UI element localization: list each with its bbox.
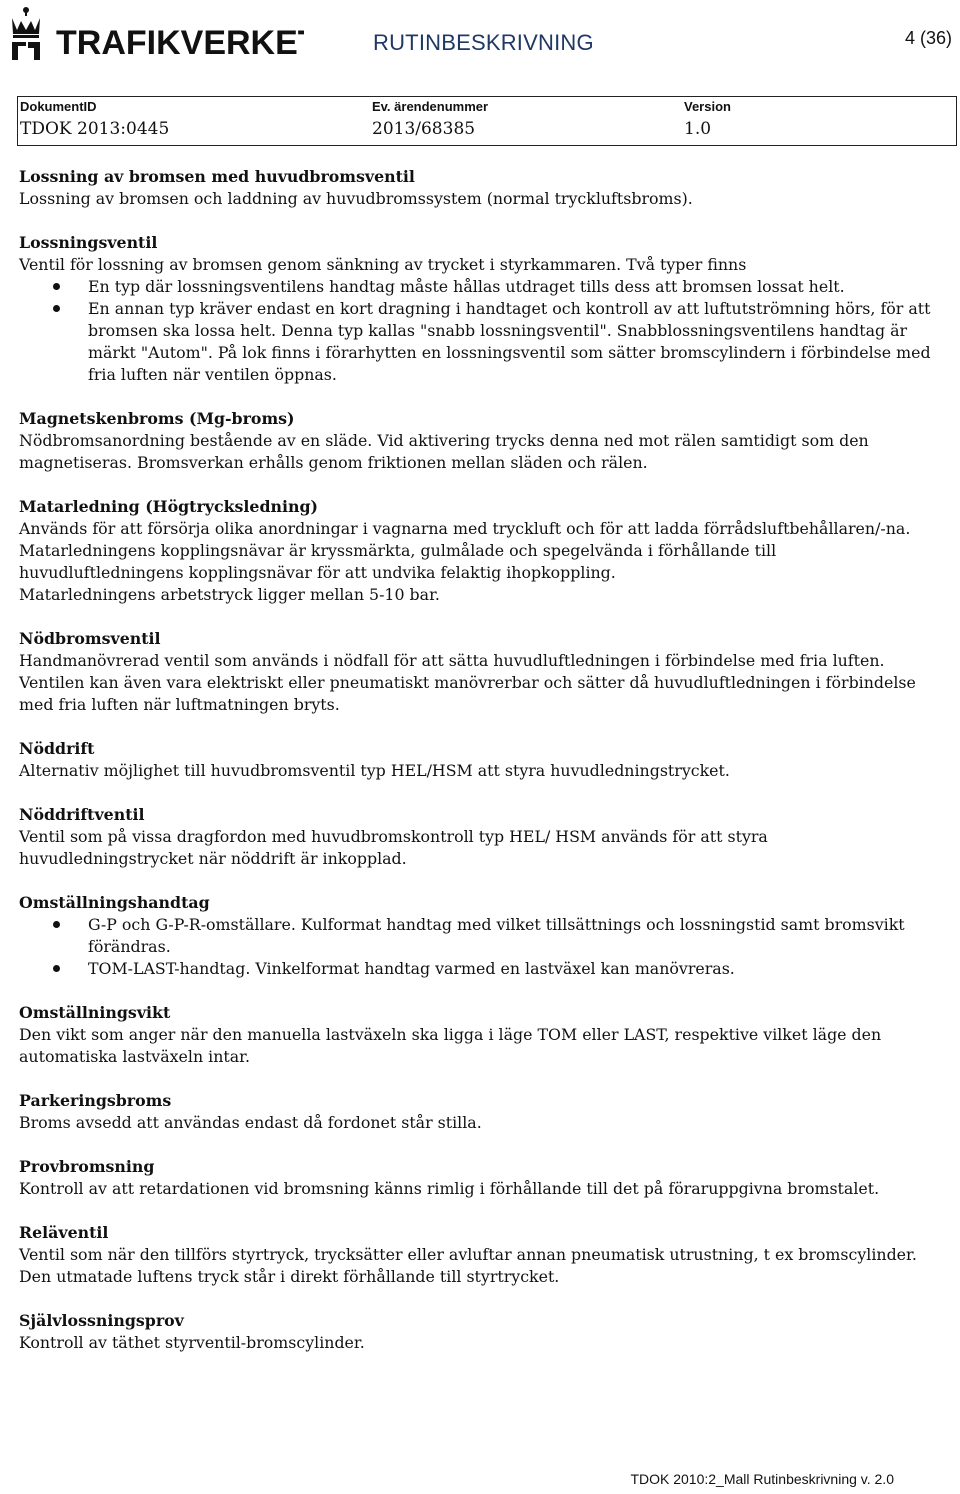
section-heading: Självlossningsprov xyxy=(19,1311,184,1330)
version-label: Version xyxy=(684,99,731,114)
section-paragraph: Används för att försörja olika anordningar i vagnarna med tryckluft och för att ladda förrådsluftbehållaren/-na. Matarledningens kopplingsnävar är kryssmärkta, gulmålade och spegelvända i förhållande till huvudluftledningens kopplingsnävar för att undvika felaktig ihopkoppling. xyxy=(19,519,911,582)
meta-document-id xyxy=(18,97,370,145)
doc-id-value: TDOK 2013:0445 xyxy=(20,119,170,139)
section-heading: Nöddrift xyxy=(19,739,95,758)
bullet-item xyxy=(19,298,939,386)
brand-wordmark: TRAFIKVERKET xyxy=(56,24,304,62)
document-type: RUTINBESKRIVNING xyxy=(373,30,594,55)
definition-section xyxy=(19,1090,939,1134)
bullet-list xyxy=(19,914,939,980)
section-paragraph: Alternativ möjlighet till huvudbromsventil typ HEL/HSM att styra huvudledningstrycket. xyxy=(19,761,730,780)
definition-section xyxy=(19,892,939,980)
bullet-dot-icon xyxy=(53,921,60,928)
bullet-dot-icon xyxy=(53,305,60,312)
definition-section xyxy=(19,232,939,386)
bullet-text: G-P och G-P-R-omställare. Kulformat handtag med vilket tillsättnings och lossningstid samt bromsvikt förändras. xyxy=(88,915,905,956)
section-heading: Parkeringsbroms xyxy=(19,1091,172,1110)
section-heading: Reläventil xyxy=(19,1223,109,1242)
section-heading: Magnetskenbroms (Mg-broms) xyxy=(19,409,295,428)
document-body xyxy=(19,166,939,1376)
definition-section xyxy=(19,628,939,716)
section-heading: Matarledning (Högtrycksledning) xyxy=(19,497,319,516)
meta-case-number xyxy=(370,97,682,145)
bullet-text: TOM-LAST-handtag. Vinkelformat handtag varmed en lastväxel kan manövreras. xyxy=(88,959,735,978)
definition-section xyxy=(19,738,939,782)
section-paragraph: Ventil som när den tillförs styrtryck, trycksätter eller avluftar annan pneumatisk utrustning, t ex bromscylinder. Den utmatade luftens tryck står i direkt förhållande till styrtrycket. xyxy=(19,1245,917,1286)
section-heading: Provbromsning xyxy=(19,1157,155,1176)
bullet-text: En annan typ kräver endast en kort dragning i handtaget och kontroll av att luftutströmning hörs, för att bromsen ska lossa helt. Denna typ kallas "snabb lossningsventil". Snabblossningsventilens handtag är märkt "Autom". På lok finns i förarhytten en lossningsventil som sätter bromscylindern i förbindelse med fria luften när ventilen öppnas. xyxy=(88,299,931,384)
section-paragraph: Den vikt som anger när den manuella lastväxeln ska ligga i läge TOM eller LAST, respektive vilket läge den automatiska lastväxeln intar. xyxy=(19,1025,882,1066)
definition-section xyxy=(19,408,939,474)
document-meta-table xyxy=(17,96,957,146)
section-paragraph: Ventil som på vissa dragfordon med huvudbromskontroll typ HEL/ HSM används för att styra huvudledningstrycket när nöddrift är inkopplad. xyxy=(19,827,768,868)
section-paragraph: Nödbromsanordning bestående av en släde. Vid aktivering trycks denna ned mot rälen samtidigt som den magnetiseras. Bromsverkan erhålls genom friktionen mellan släden och rälen. xyxy=(19,431,869,472)
bullet-item xyxy=(19,958,939,980)
section-heading: Omställningsvikt xyxy=(19,1003,171,1022)
definition-section xyxy=(19,1002,939,1068)
crown-emblem-icon xyxy=(4,4,304,64)
section-heading: Lossning av bromsen med huvudbromsventil xyxy=(19,167,415,186)
bullet-dot-icon xyxy=(53,965,60,972)
case-value: 2013/68385 xyxy=(372,119,476,139)
case-label: Ev. ärendenummer xyxy=(372,99,489,114)
page-number: 4 (36) xyxy=(904,28,952,48)
section-heading: Nödbromsventil xyxy=(19,629,161,648)
meta-version xyxy=(682,97,956,145)
section-paragraph: Handmanövrerad ventil som används i nödfall för att sätta huvudluftledningen i förbindelse med fria luften. Ventilen kan även vara elektriskt eller pneumatiskt manövrerbar och sätter då huvudluftledningen i förbindelse med fria luften när luftmatningen bryts. xyxy=(19,651,916,714)
section-heading: Lossningsventil xyxy=(19,233,158,252)
bullet-list xyxy=(19,276,939,386)
definition-section xyxy=(19,496,939,606)
section-paragraph: Broms avsedd att användas endast då fordonet står stilla. xyxy=(19,1113,482,1132)
definition-section xyxy=(19,166,939,210)
bullet-text: En typ där lossningsventilens handtag måste hållas utdraget tills dess att bromsen lossat helt. xyxy=(88,277,845,296)
section-heading: Omställningshandtag xyxy=(19,893,210,912)
definition-section xyxy=(19,1310,939,1354)
bullet-dot-icon xyxy=(53,283,60,290)
doc-id-label: DokumentID xyxy=(20,99,97,114)
section-paragraph: Kontroll av täthet styrventil-bromscylinder. xyxy=(19,1333,365,1352)
section-paragraph: Lossning av bromsen och laddning av huvudbromssystem (normal tryckluftsbroms). xyxy=(19,189,693,208)
definition-section xyxy=(19,1222,939,1288)
trafikverket-logo xyxy=(4,4,304,64)
bullet-item xyxy=(19,276,939,298)
bullet-item xyxy=(19,914,939,958)
page-header xyxy=(0,0,960,90)
section-paragraph: Ventil för lossning av bromsen genom sänkning av trycket i styrkammaren. Två typer finns xyxy=(19,255,747,274)
version-value: 1.0 xyxy=(684,119,712,139)
section-paragraph: Kontroll av att retardationen vid bromsning känns rimlig i förhållande till det på föraruppgivna bromstalet. xyxy=(19,1179,880,1198)
section-paragraph: Matarledningens arbetstryck ligger mellan 5-10 bar. xyxy=(19,585,440,604)
section-heading: Nöddriftventil xyxy=(19,805,145,824)
page-footer: TDOK 2010:2_Mall Rutinbeskrivning v. 2.0 xyxy=(630,1471,894,1487)
definition-section xyxy=(19,804,939,870)
definition-section xyxy=(19,1156,939,1200)
